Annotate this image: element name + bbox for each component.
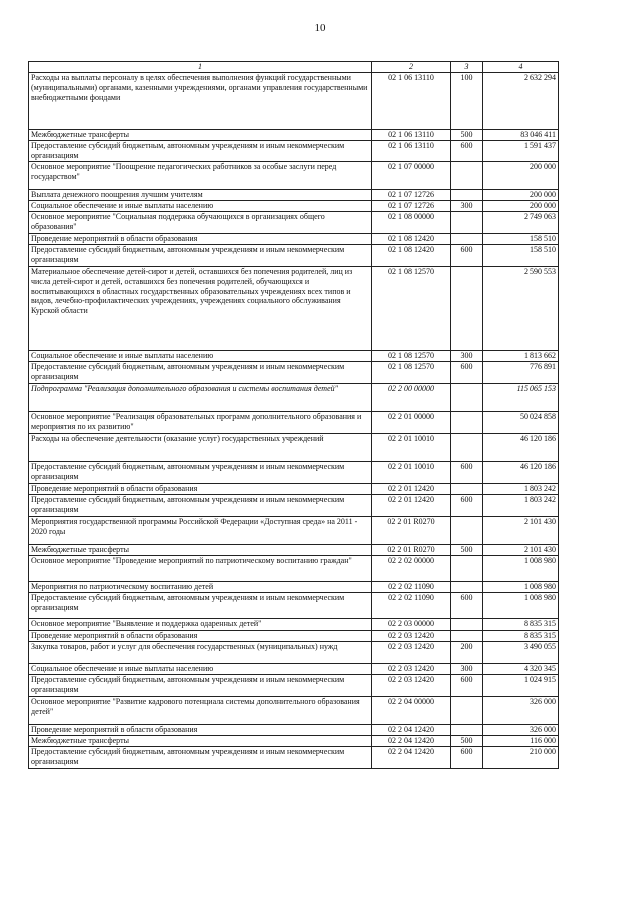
cell-code: 02 2 01 R0270 bbox=[372, 545, 451, 556]
header-col-expense-type: 3 bbox=[451, 62, 483, 73]
cell-expense-type: 500 bbox=[451, 736, 483, 747]
cell-amount: 200 000 bbox=[483, 190, 559, 201]
cell-expense-type bbox=[451, 697, 483, 725]
cell-name: Проведение мероприятий в области образования bbox=[29, 631, 372, 642]
cell-code: 02 2 03 12420 bbox=[372, 642, 451, 664]
table-row bbox=[29, 736, 559, 747]
cell-amount: 2 632 294 bbox=[483, 73, 559, 130]
cell-expense-type: 300 bbox=[451, 201, 483, 212]
cell-name: Расходы на выплаты персоналу в целях обеспечения выполнения функций государственными (муниципальными) органами, казенными учреждениями, органами управления государственными внебюджетными фондами bbox=[29, 73, 372, 130]
cell-amount: 326 000 bbox=[483, 697, 559, 725]
cell-code: 02 1 06 13110 bbox=[372, 73, 451, 130]
cell-amount: 46 120 186 bbox=[483, 434, 559, 462]
cell-name: Межбюджетные трансферты bbox=[29, 736, 372, 747]
cell-amount: 326 000 bbox=[483, 725, 559, 736]
cell-expense-type bbox=[451, 582, 483, 593]
cell-expense-type bbox=[451, 556, 483, 582]
cell-code: 02 1 08 12420 bbox=[372, 234, 451, 245]
cell-expense-type: 500 bbox=[451, 545, 483, 556]
cell-amount: 50 024 858 bbox=[483, 412, 559, 434]
table-row bbox=[29, 245, 559, 267]
cell-name: Проведение мероприятий в области образования bbox=[29, 484, 372, 495]
cell-expense-type: 600 bbox=[451, 141, 483, 162]
cell-code: 02 2 03 12420 bbox=[372, 664, 451, 675]
header-col-code: 2 bbox=[372, 62, 451, 73]
cell-amount: 8 835 315 bbox=[483, 619, 559, 631]
table-row bbox=[29, 593, 559, 619]
table-row bbox=[29, 212, 559, 234]
cell-amount: 8 835 315 bbox=[483, 631, 559, 642]
cell-code: 02 2 00 00000 bbox=[372, 384, 451, 412]
table-row bbox=[29, 362, 559, 384]
cell-code: 02 1 08 12570 bbox=[372, 362, 451, 384]
cell-amount: 83 046 411 bbox=[483, 130, 559, 141]
table-row bbox=[29, 201, 559, 212]
cell-name: Предоставление субсидий бюджетным, автономным учреждениям и иным некоммерческим организациям bbox=[29, 462, 372, 484]
table-row bbox=[29, 267, 559, 351]
cell-amount: 200 000 bbox=[483, 201, 559, 212]
cell-code: 02 2 04 12420 bbox=[372, 736, 451, 747]
cell-name: Социальное обеспечение и иные выплаты населению bbox=[29, 351, 372, 362]
table-row bbox=[29, 619, 559, 631]
table-row bbox=[29, 642, 559, 664]
cell-expense-type: 600 bbox=[451, 747, 483, 769]
cell-amount: 4 320 345 bbox=[483, 664, 559, 675]
table-row bbox=[29, 582, 559, 593]
cell-amount: 2 101 430 bbox=[483, 545, 559, 556]
cell-name: Проведение мероприятий в области образования bbox=[29, 234, 372, 245]
budget-table bbox=[28, 61, 559, 769]
table-row bbox=[29, 495, 559, 517]
cell-expense-type: 600 bbox=[451, 245, 483, 267]
table-row bbox=[29, 73, 559, 130]
table-row bbox=[29, 462, 559, 484]
cell-expense-type: 500 bbox=[451, 130, 483, 141]
cell-amount: 2 749 063 bbox=[483, 212, 559, 234]
cell-expense-type: 600 bbox=[451, 495, 483, 517]
cell-code: 02 2 04 00000 bbox=[372, 697, 451, 725]
cell-code: 02 2 02 11090 bbox=[372, 593, 451, 619]
cell-code: 02 1 08 12420 bbox=[372, 245, 451, 267]
cell-expense-type: 600 bbox=[451, 362, 483, 384]
table-row bbox=[29, 351, 559, 362]
cell-amount: 158 510 bbox=[483, 245, 559, 267]
cell-amount: 1 008 980 bbox=[483, 593, 559, 619]
cell-name: Подпрограмма "Реализация дополнительного образования и системы воспитания детей" bbox=[29, 384, 372, 412]
cell-name: Основное мероприятие "Развитие кадрового потенциала системы дополнительного образования детей" bbox=[29, 697, 372, 725]
cell-name: Проведение мероприятий в области образования bbox=[29, 725, 372, 736]
cell-code: 02 1 07 12726 bbox=[372, 190, 451, 201]
cell-amount: 3 490 055 bbox=[483, 642, 559, 664]
cell-amount: 1 024 915 bbox=[483, 675, 559, 697]
cell-name: Основное мероприятие "Проведение мероприятий по патриотическому воспитанию граждан" bbox=[29, 556, 372, 582]
cell-code: 02 1 08 00000 bbox=[372, 212, 451, 234]
table-row bbox=[29, 545, 559, 556]
cell-name: Материальное обеспечение детей-сирот и детей, оставшихся без попечения родителей, лиц из числа детей-сирот и детей, оставшихся без попечения родителей, обучающихся и воспитывающихся в областных государственных образовательных учреждениях всех типов и видов, лечебно-профилактических учреждениях, учреждениях социального обслуживания Курской области bbox=[29, 267, 372, 351]
table-row bbox=[29, 484, 559, 495]
cell-amount: 210 000 bbox=[483, 747, 559, 769]
cell-expense-type bbox=[451, 190, 483, 201]
cell-expense-type bbox=[451, 412, 483, 434]
cell-amount: 1 008 980 bbox=[483, 582, 559, 593]
table-row bbox=[29, 190, 559, 201]
cell-amount: 2 101 430 bbox=[483, 517, 559, 545]
table-row bbox=[29, 675, 559, 697]
table-row bbox=[29, 664, 559, 675]
cell-code: 02 2 01 12420 bbox=[372, 495, 451, 517]
cell-code: 02 2 03 12420 bbox=[372, 631, 451, 642]
cell-code: 02 1 06 13110 bbox=[372, 130, 451, 141]
cell-expense-type bbox=[451, 725, 483, 736]
cell-expense-type: 300 bbox=[451, 664, 483, 675]
table-header-row bbox=[29, 62, 559, 73]
cell-code: 02 1 07 00000 bbox=[372, 162, 451, 190]
cell-amount: 46 120 186 bbox=[483, 462, 559, 484]
table-row bbox=[29, 434, 559, 462]
cell-code: 02 2 03 12420 bbox=[372, 675, 451, 697]
cell-expense-type bbox=[451, 631, 483, 642]
cell-amount: 1 803 242 bbox=[483, 484, 559, 495]
cell-code: 02 2 01 R0270 bbox=[372, 517, 451, 545]
cell-name: Мероприятия государственной программы Российской Федерации «Доступная среда» на 2011 - 2020 годы bbox=[29, 517, 372, 545]
cell-code: 02 2 02 00000 bbox=[372, 556, 451, 582]
header-col-name: 1 bbox=[29, 62, 372, 73]
cell-name: Предоставление субсидий бюджетным, автономным учреждениям и иным некоммерческим организациям bbox=[29, 141, 372, 162]
cell-name: Мероприятия по патриотическому воспитанию детей bbox=[29, 582, 372, 593]
table-row bbox=[29, 725, 559, 736]
cell-expense-type bbox=[451, 162, 483, 190]
table-row bbox=[29, 412, 559, 434]
cell-amount: 1 803 242 bbox=[483, 495, 559, 517]
cell-name: Расходы на обеспечение деятельности (оказание услуг) государственных учреждений bbox=[29, 434, 372, 462]
cell-name: Предоставление субсидий бюджетным, автономным учреждениям и иным некоммерческим организациям bbox=[29, 747, 372, 769]
cell-amount: 116 000 bbox=[483, 736, 559, 747]
cell-amount: 776 891 bbox=[483, 362, 559, 384]
header-col-amount: 4 bbox=[483, 62, 559, 73]
cell-name: Основное мероприятие "Поощрение педагогических работников за особые заслуги перед государством" bbox=[29, 162, 372, 190]
cell-amount: 1 591 437 bbox=[483, 141, 559, 162]
cell-expense-type bbox=[451, 517, 483, 545]
cell-amount: 1 008 980 bbox=[483, 556, 559, 582]
cell-code: 02 2 03 00000 bbox=[372, 619, 451, 631]
cell-name: Предоставление субсидий бюджетным, автономным учреждениям и иным некоммерческим организациям bbox=[29, 593, 372, 619]
cell-expense-type bbox=[451, 234, 483, 245]
cell-code: 02 1 08 12570 bbox=[372, 351, 451, 362]
table-row bbox=[29, 162, 559, 190]
cell-name: Основное мероприятие "Выявление и поддержка одаренных детей" bbox=[29, 619, 372, 631]
cell-expense-type bbox=[451, 267, 483, 351]
cell-expense-type bbox=[451, 212, 483, 234]
cell-code: 02 1 06 13110 bbox=[372, 141, 451, 162]
cell-code: 02 2 01 00000 bbox=[372, 412, 451, 434]
cell-code: 02 2 01 12420 bbox=[372, 484, 451, 495]
cell-amount: 158 510 bbox=[483, 234, 559, 245]
cell-expense-type: 200 bbox=[451, 642, 483, 664]
table-row bbox=[29, 141, 559, 162]
table-row bbox=[29, 384, 559, 412]
table-row bbox=[29, 556, 559, 582]
table-body bbox=[29, 73, 559, 769]
cell-code: 02 1 08 12570 bbox=[372, 267, 451, 351]
cell-name: Выплата денежного поощрения лучшим учителям bbox=[29, 190, 372, 201]
table-row bbox=[29, 234, 559, 245]
cell-amount: 200 000 bbox=[483, 162, 559, 190]
cell-expense-type bbox=[451, 619, 483, 631]
cell-name: Предоставление субсидий бюджетным, автономным учреждениям и иным некоммерческим организациям bbox=[29, 495, 372, 517]
cell-expense-type: 600 bbox=[451, 462, 483, 484]
cell-amount: 2 590 553 bbox=[483, 267, 559, 351]
cell-amount: 115 065 153 bbox=[483, 384, 559, 412]
cell-name: Основное мероприятие "Реализация образовательных программ дополнительного образования и мероприятия по их развитию" bbox=[29, 412, 372, 434]
cell-expense-type: 600 bbox=[451, 593, 483, 619]
cell-code: 02 2 01 10010 bbox=[372, 434, 451, 462]
page-number: 10 bbox=[314, 22, 326, 34]
cell-expense-type: 100 bbox=[451, 73, 483, 130]
table-row bbox=[29, 747, 559, 769]
cell-name: Межбюджетные трансферты bbox=[29, 545, 372, 556]
cell-amount: 1 813 662 bbox=[483, 351, 559, 362]
cell-expense-type: 600 bbox=[451, 675, 483, 697]
cell-code: 02 1 07 12726 bbox=[372, 201, 451, 212]
cell-name: Предоставление субсидий бюджетным, автономным учреждениям и иным некоммерческим организациям bbox=[29, 245, 372, 267]
cell-name: Межбюджетные трансферты bbox=[29, 130, 372, 141]
cell-expense-type: 300 bbox=[451, 351, 483, 362]
cell-code: 02 2 02 11090 bbox=[372, 582, 451, 593]
cell-name: Предоставление субсидий бюджетным, автономным учреждениям и иным некоммерческим организациям bbox=[29, 362, 372, 384]
cell-code: 02 2 04 12420 bbox=[372, 725, 451, 736]
cell-code: 02 2 04 12420 bbox=[372, 747, 451, 769]
cell-name: Закупка товаров, работ и услуг для обеспечения государственных (муниципальных) нужд bbox=[29, 642, 372, 664]
cell-name: Основное мероприятие "Социальная поддержка обучающихся в организациях общего образования" bbox=[29, 212, 372, 234]
cell-code: 02 2 01 10010 bbox=[372, 462, 451, 484]
cell-expense-type bbox=[451, 384, 483, 412]
table-row bbox=[29, 631, 559, 642]
cell-name: Предоставление субсидий бюджетным, автономным учреждениям и иным некоммерческим организациям bbox=[29, 675, 372, 697]
cell-name: Социальное обеспечение и иные выплаты населению bbox=[29, 664, 372, 675]
table-row bbox=[29, 697, 559, 725]
table-row bbox=[29, 130, 559, 141]
cell-expense-type bbox=[451, 434, 483, 462]
table-row bbox=[29, 517, 559, 545]
cell-name: Социальное обеспечение и иные выплаты населению bbox=[29, 201, 372, 212]
cell-expense-type bbox=[451, 484, 483, 495]
